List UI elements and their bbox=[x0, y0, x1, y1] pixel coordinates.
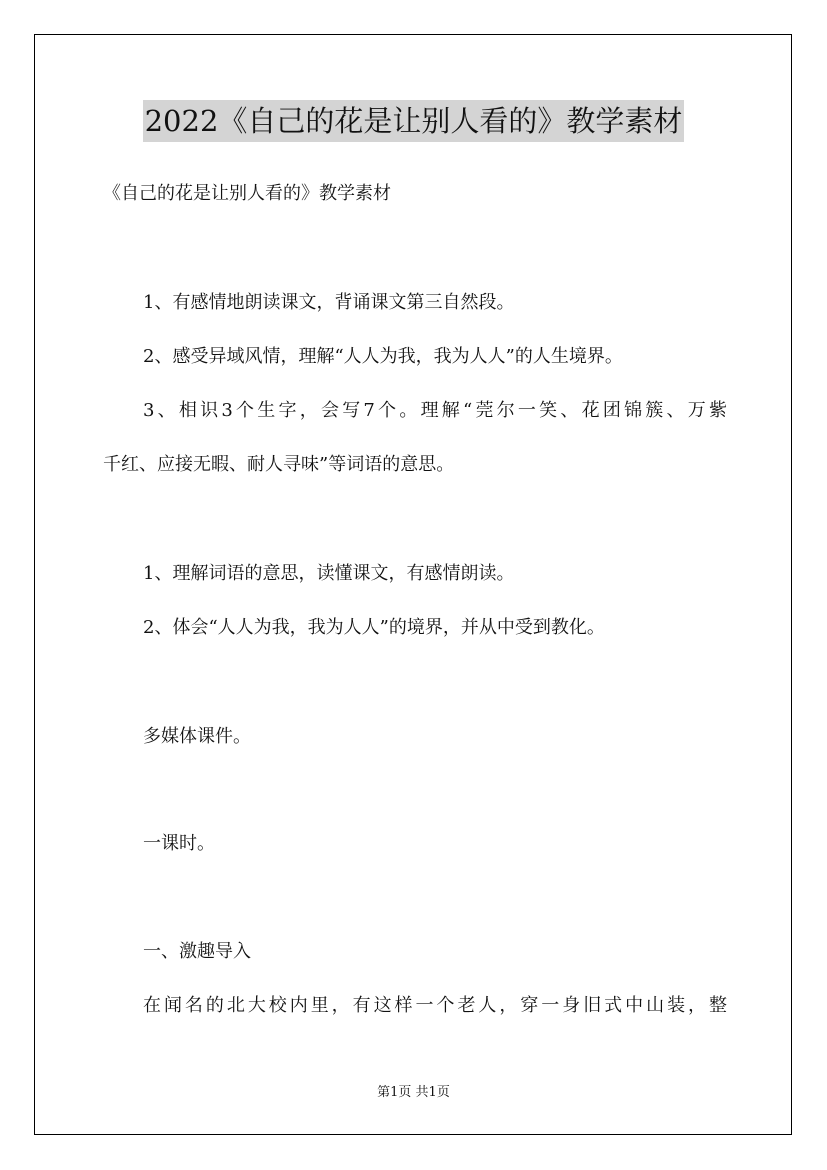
lesson-duration: 一课时。 bbox=[143, 833, 215, 854]
document-title: 2022《自己的花是让别人看的》教学素材 bbox=[143, 100, 685, 142]
key-point-1: 1、理解词语的意思，读懂课文，有感情朗读。 bbox=[143, 563, 515, 584]
goal-line-3: 3、相识3个生字，会写7个。理解“莞尔一笑、花团锦簇、万紫 bbox=[143, 400, 727, 421]
document-subtitle: 《自己的花是让别人看的》教学素材 bbox=[103, 183, 391, 204]
teaching-materials: 多媒体课件。 bbox=[143, 726, 251, 747]
section-heading: 一、激趣导入 bbox=[143, 941, 251, 962]
goal-line-3-continued: 千红、应接无暇、耐人寻味”等词语的意思。 bbox=[103, 454, 455, 475]
key-point-2: 2、体会“人人为我，我为人人”的境界，并从中受到教化。 bbox=[143, 617, 605, 638]
intro-paragraph-line: 在闻名的北大校内里，有这样一个老人，穿一身旧式中山装，整 bbox=[143, 995, 727, 1016]
goal-line-2: 2、感受异域风情，理解“人人为我，我为人人”的人生境界。 bbox=[143, 346, 623, 367]
page-footer: 第1页 共1页 bbox=[377, 1085, 450, 1100]
goal-line-1: 1、有感情地朗读课文，背诵课文第三自然段。 bbox=[143, 292, 515, 313]
title-container bbox=[0, 100, 827, 142]
